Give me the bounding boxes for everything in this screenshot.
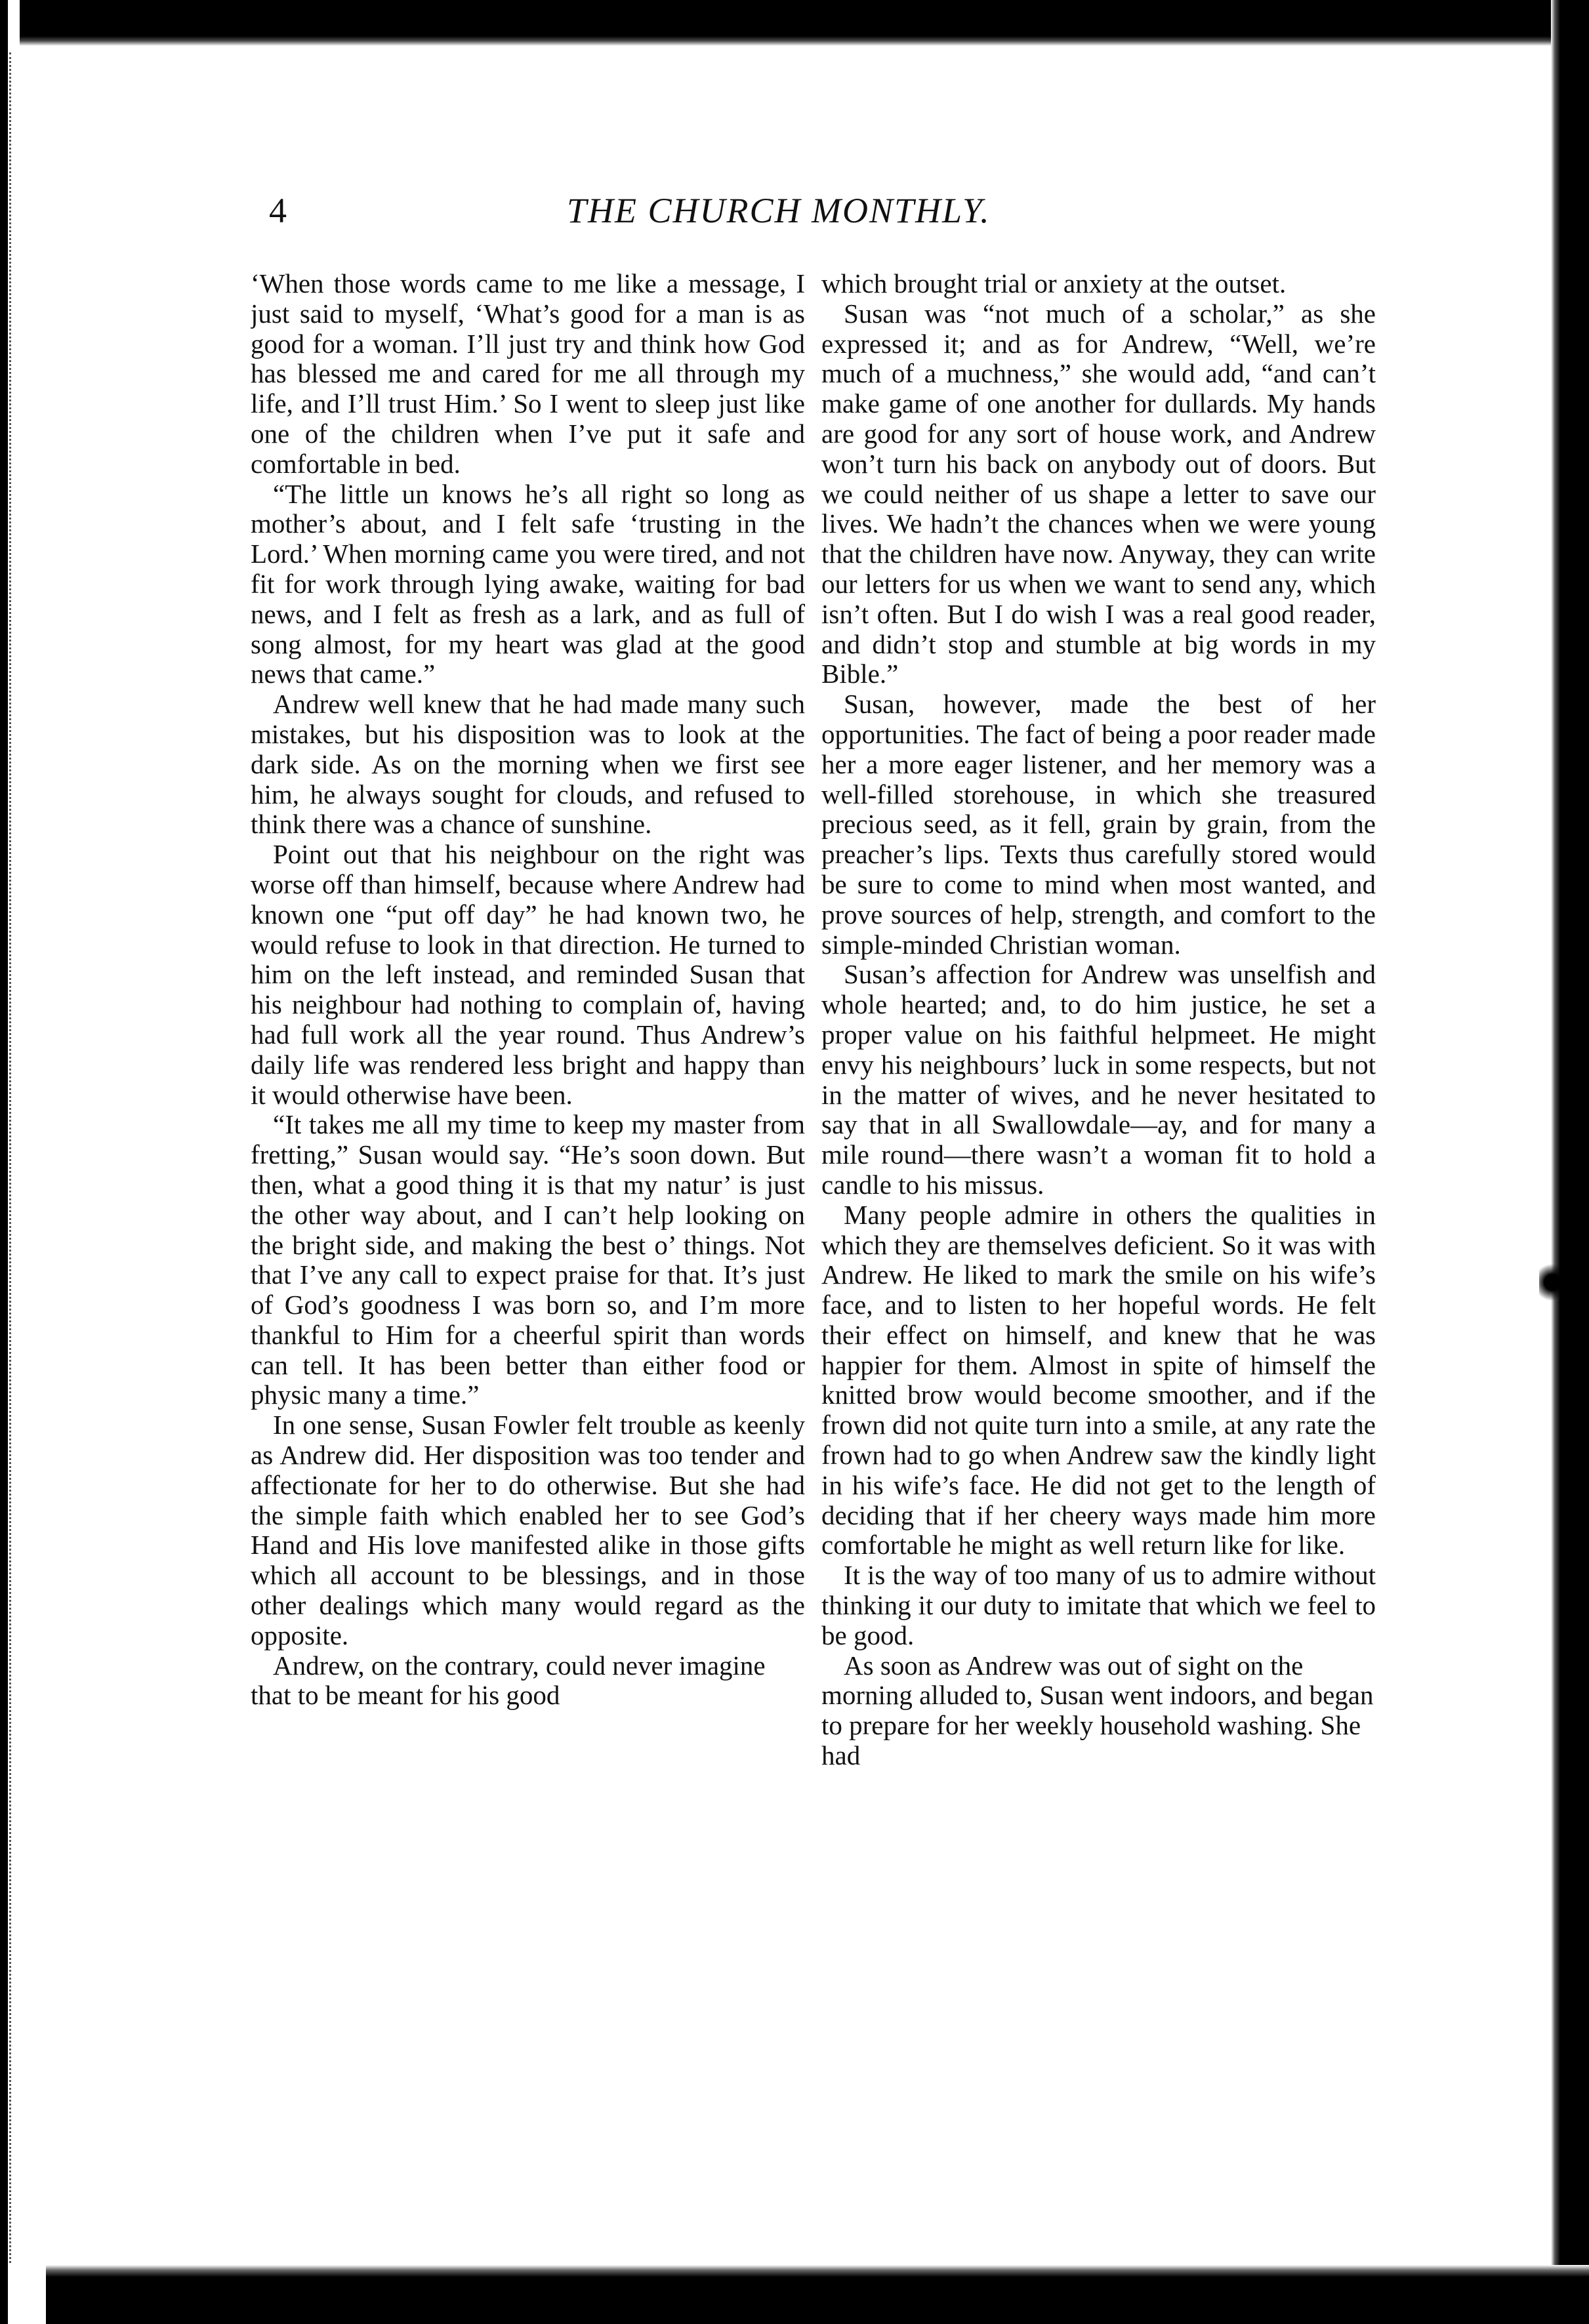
page-header xyxy=(269,190,1384,243)
scan-left-edge xyxy=(0,0,8,2324)
paragraph: Susan, however, made the best of her opportunities. The fact of being a poor reader made her a more eager listener, and her memory was a well-filled storehouse, in which she treasured precious seed, as it fell, grain by grain, from the preacher’s lips. Texts thus carefully stored would be sure to come to mind when most wanted, and prove sources of help, strength, and comfort to the simple-minded Christian woman. xyxy=(821,689,1376,960)
paragraph: which brought trial or anxiety at the outset. xyxy=(821,269,1287,298)
scan-bottom-edge xyxy=(46,2265,1589,2324)
paragraph: As soon as Andrew was out of sight on the morning alluded to, Susan went indoors, and began to prepare for her weekly household washing. She had xyxy=(821,1650,1374,1771)
paragraph: Andrew, on the contrary, could never imagine that to be meant for his good xyxy=(251,1650,766,1711)
paragraph: Susan’s affection for Andrew was unselfish and whole hearted; and, to do him justice, he set a proper value on his faithful helpmeet. He might envy his neighbours’ luck in some respects, but not in the matter of wives, and he never hesitated to say that in all Swallowdale—ay, and for many a mile round—there wasn’t a woman fit to hold a candle to his missus. xyxy=(821,959,1376,1200)
paragraph: Many people admire in others the qualities in which they are themselves deficient. So it was with Andrew. He liked to mark the smile on his wife’s face, and to listen to her hopeful words. He felt their effect on himself, and knew that he was happier for them. Almost in spite of himself the knitted brow would become smoother, and if the frown did not quite turn into a smile, at any rate the frown had to go when Andrew saw the kindly light in his wife’s face. He did not get to the length of deciding that if her cheery ways made him more comfortable he might as well return like for like. xyxy=(821,1199,1376,1560)
right-column xyxy=(821,269,1376,2171)
scan-right-edge xyxy=(1551,0,1589,2324)
paragraph: “It takes me all my time to keep my master from fretting,” Susan would say. “He’s soon down. But then, what a good thing it is that my natur’ is just the other way about, and I can’t help looking on the bright side, and making the best o’ things. Not that I’ve any call to expect praise for that. It’s just of God’s goodness I was born so, and I’m more thankful to Him for a cheerful spirit than words can tell. It has been better than either food or physic many a time.” xyxy=(251,1109,805,1410)
running-title: THE CHURCH MONTHLY. xyxy=(567,191,991,230)
paragraph: “The little un knows he’s all right so long as mother’s about, and I felt safe ‘trusting in the Lord.’ When morning came you were tired, and not fit for work through lying awake, waiting for bad news, and I felt as fresh as a lark, and as full of song almost, for my heart was glad at the good news that came.” xyxy=(251,478,805,689)
paragraph: It is the way of too many of us to admire without thinking it our duty to imitate that which we feel to be good. xyxy=(821,1560,1376,1650)
paragraph: Andrew well knew that he had made many such mistakes, but his disposition was to look at the dark side. As on the morning when we first see him, he always sought for clouds, and refused to think there was a chance of sunshine. xyxy=(251,689,805,840)
scan-top-edge xyxy=(20,0,1589,46)
paragraph: Susan was “not much of a scholar,” as she expressed it; and as for Andrew, “Well, we’re much of a muchness,” she would add, “and can’t make game of one another for dullards. My hands are good for any sort of house work, and Andrew won’t turn his back on anybody out of doors. But we could neither of us shape a letter to save our lives. We hadn’t the chances when we were young that the children have now. Anyway, they can write our letters for us when we want to send any, which isn’t often. But I do wish I was a real good reader, and didn’t stop and stumble at big words in my Bible.” xyxy=(821,298,1376,689)
paragraph: Point out that his neighbour on the right was worse off than himself, because where Andrew had known one “put off day” he had known two, he would refuse to look in that direction. He turned to him on the left instead, and reminded Susan that his neighbour had nothing to complain of, having had full work all the year round. Thus Andrew’s daily life was rendered less bright and happy than it would otherwise have been. xyxy=(251,839,805,1110)
paragraph: ‘When those words came to me like a message, I just said to myself, ‘What’s good for a man is as good for a woman. I’ll just try and think how God has blessed me and cared for me all through my life, and I’ll trust Him.’ So I went to sleep just like one of the children when I’ve put it safe and comfortable in bed. xyxy=(251,269,805,479)
left-column xyxy=(251,269,805,2171)
binding-mark xyxy=(1539,1259,1565,1305)
binding-gutter xyxy=(9,52,18,2263)
page-number: 4 xyxy=(269,191,287,230)
paragraph: In one sense, Susan Fowler felt trouble as keenly as Andrew did. Her disposition was too tender and affectionate for her to do otherwise. But she had the simple faith which enabled her to see God’s Hand and His love manifested alike in those gifts which all account to be blessings, and in those other dealings which many would regard as the opposite. xyxy=(251,1410,805,1650)
